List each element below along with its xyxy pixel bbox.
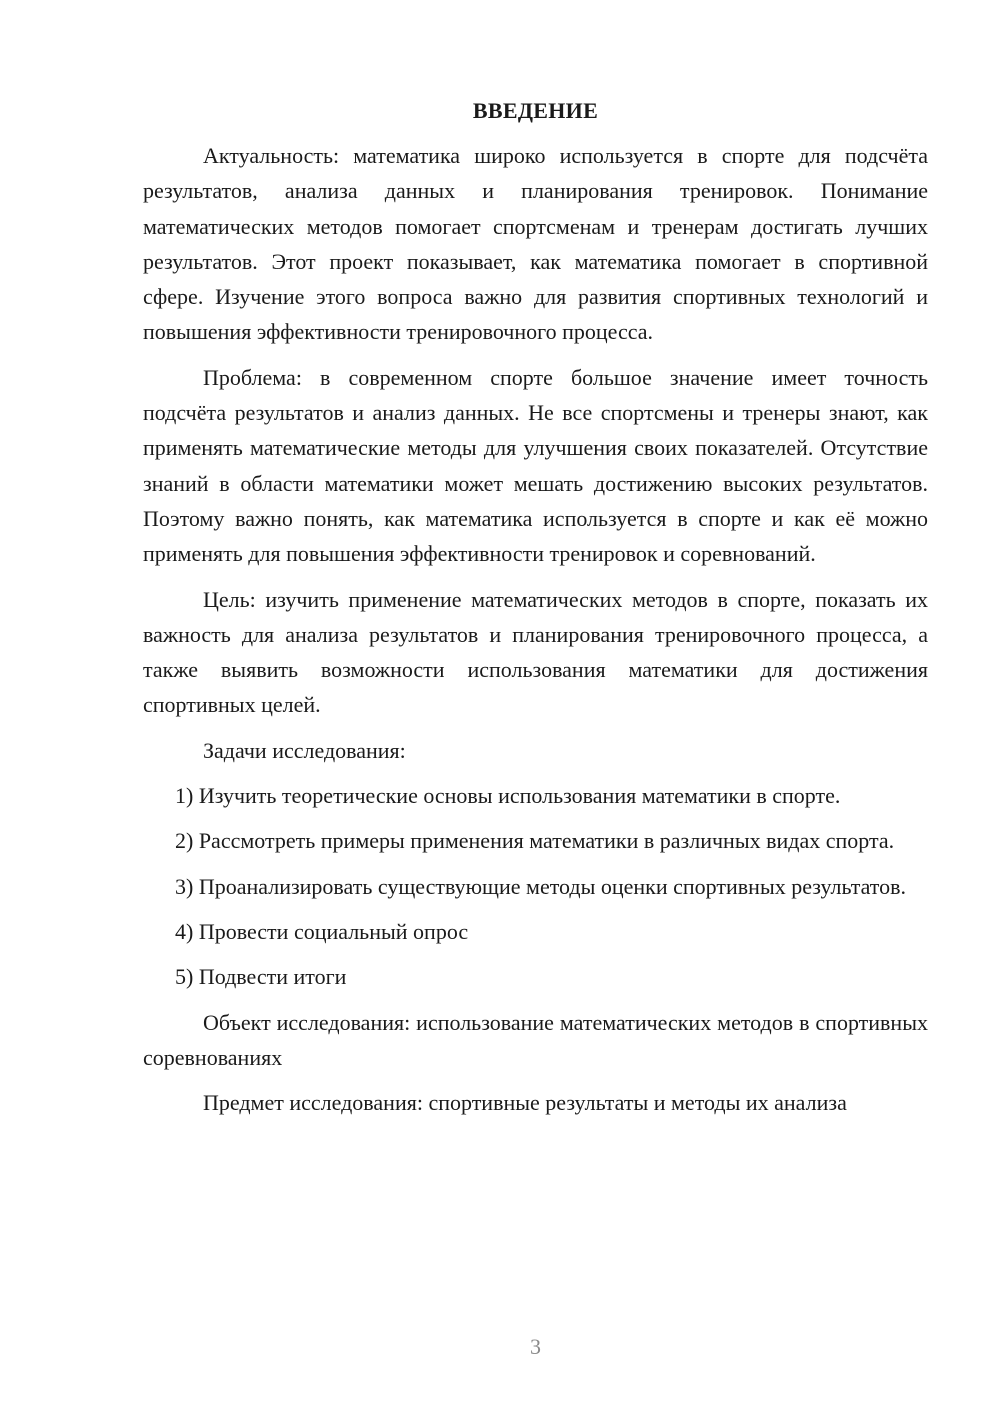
section-title: ВВЕДЕНИЕ xyxy=(472,98,599,123)
task-item: 1) Изучить теоретические основы использования математики в спорте. xyxy=(175,783,841,809)
task-item: 4) Провести социальный опрос xyxy=(175,918,469,944)
paragraph-goal: Цель: изучить применение математических методов в спорте, показать их важность для анализа результатов и планирования тренировочного процесса, а также выявить возможности использования математики для достижения спортивных целей. xyxy=(143,586,928,718)
tasks-heading: Задачи исследования: xyxy=(203,737,406,763)
paragraph-problem: Проблема: в современном спорте большое значение имеет точность подсчёта результатов и анализ данных. Не все спортсмены и тренеры знают, как применять математические методы для улучшения своих показателей. Отсутствие знаний в области математики может мешать достижению высоких результатов. Поэтому важно понять, как математика используется в спорте и как её можно применять для повышения эффективности тренировок и соревнований. xyxy=(143,364,928,567)
paragraph-subject: Предмет исследования: спортивные результаты и методы их анализа xyxy=(203,1090,847,1116)
task-item: 2) Рассмотреть примеры применения математики в различных видах спорта. xyxy=(175,828,895,854)
document-page xyxy=(143,96,928,1120)
paragraph-relevance: Актуальность: математика широко используется в спорте для подсчёта результатов, анализа данных и планирования тренировок. Понимание математических методов помогает спортсменам и тренерам достигать лучших результатов. Этот проект показывает, как математика помогает в спортивной сфере. Изучение этого вопроса важно для развития спортивных технологий и повышения эффективности тренировочного процесса. xyxy=(143,143,928,345)
paragraph-object: Объект исследования: использование математических методов в спортивных соревнованиях xyxy=(143,1009,928,1070)
task-item: 5) Подвести итоги xyxy=(175,964,347,990)
task-item: 3) Проанализировать существующие методы оценки спортивных результатов. xyxy=(175,873,906,899)
page-number: 3 xyxy=(530,1334,541,1359)
